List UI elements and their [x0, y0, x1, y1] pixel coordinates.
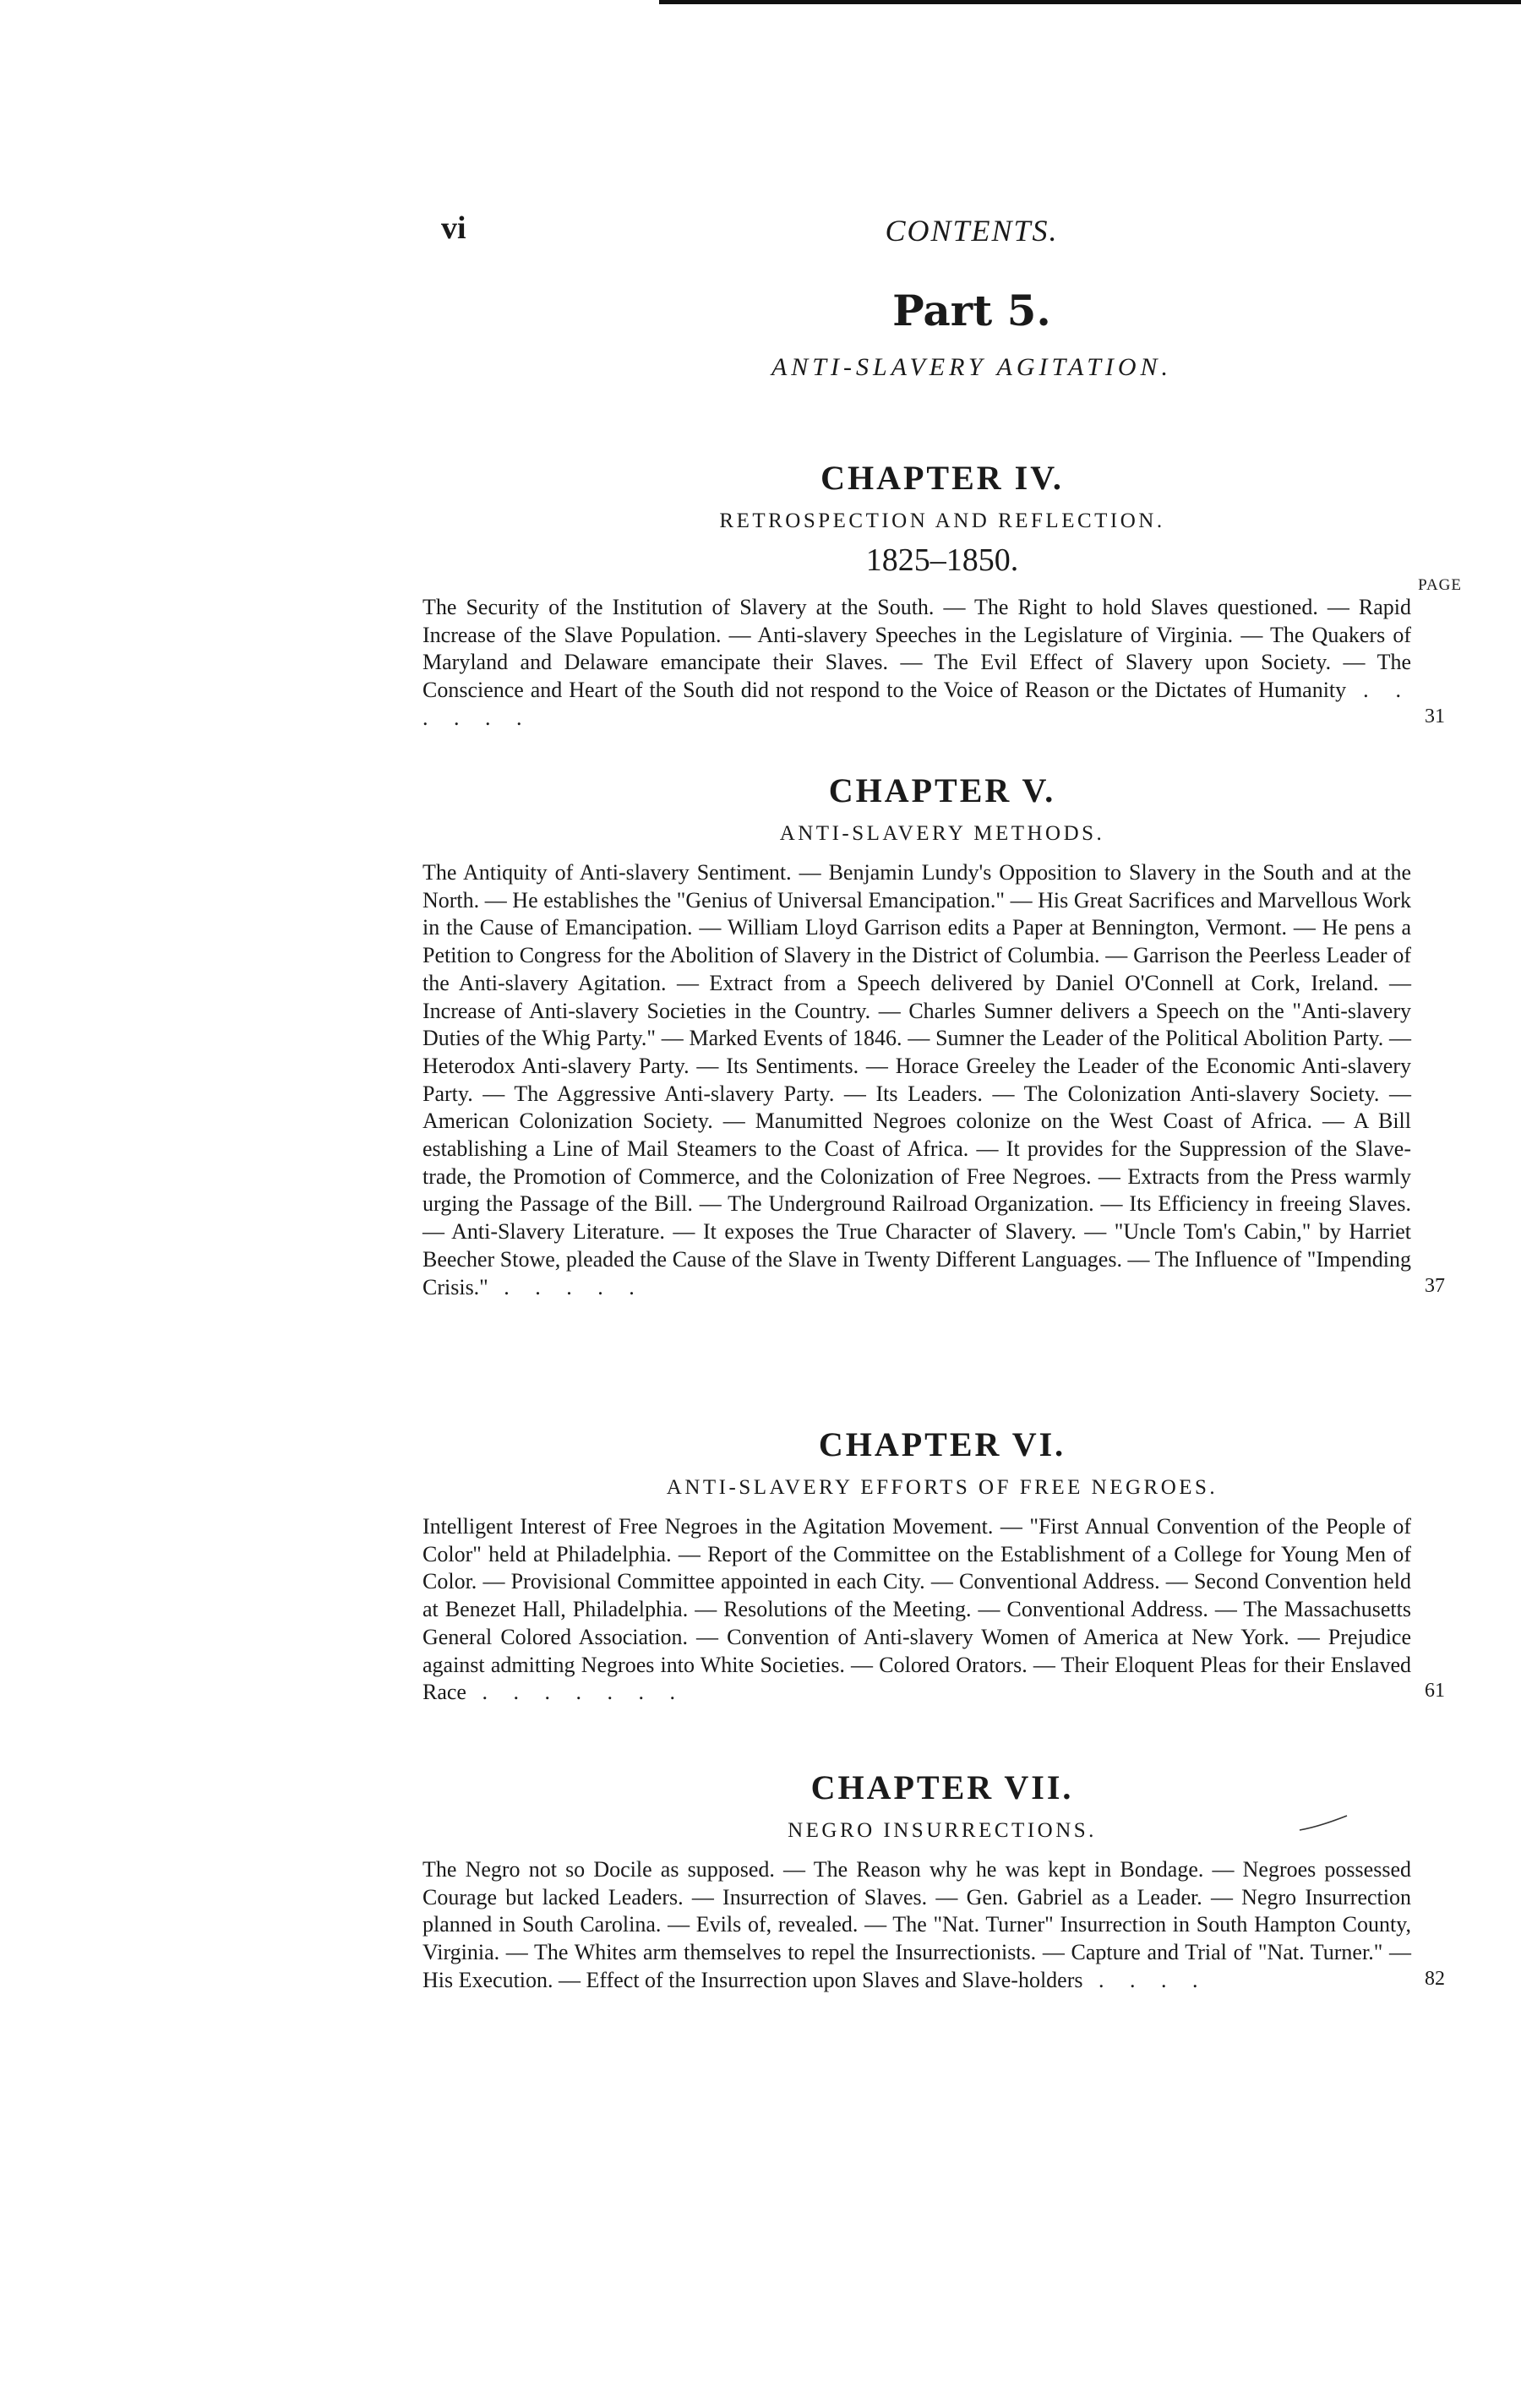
- page-number: vi: [441, 210, 466, 246]
- chapter-summary: The Negro not so Docile as supposed. — The Reason why he was kept in Bondage. — Negroes possessed Courage but lacked Leaders. — Insurrection of Slaves. — Gen. Gabriel as a Leader. — Negro Insurrection planned in South Carolina. — Evils of, revealed. — The "Nat. Turner" Insurrection in South Hampton County, Virginia. — The Whites arm themselves to repel the Insurrectionists. — Capture and Trial of "Nat. Turner." — His Execution. — Effect of the Insurrection upon Slaves and Slave-holders . . . . 82: [422, 1856, 1462, 1995]
- chapter-subtitle: ANTI-SLAVERY EFFORTS OF FREE NEGROES.: [666, 1476, 1218, 1499]
- page-column-label: PAGE: [1418, 576, 1462, 594]
- chapter-summary: Intelligent Interest of Free Negroes in the Agitation Movement. — "First Annual Convention of the People of Color" held at Philadelphia. — Report of the Committee on the Establishment of a College for Young Men of Color. — Provisional Committee appointed in each City. — Conventional Address. — Second Convention held at Benezet Hall, Philadelphia. — Resolutions of the Meeting. — Conventional Address. — The Massachusetts General Colored Association. — Convention of Anti-slavery Women of America at New York. — Prejudice against admitting Negroes into White Societies. — Colored Orators. — Their Eloquent Pleas for their Enslaved Race . . . . . . . 61: [422, 1513, 1462, 1707]
- top-border-rule: [659, 0, 1521, 4]
- summary-text: The Antiquity of Anti-slavery Sentiment. — Benjamin Lundy's Opposition to Slavery in the South and at the North. — He establishes the "Genius of Universal Emancipation." — His Great Sacrifices and Marvellous Work in the Cause of Emancipation. — William Lloyd Garrison edits a Paper at Bennington, Vermont. — He pens a Petition to Congress for the Abolition of Slavery in the District of Columbia. — Garrison the Peerless Leader of the Anti-slavery Agitation. — Extract from a Speech delivered by Daniel O'Connell at Cork, Ireland. — Increase of Anti-slavery Societies in the Country. — Charles Sumner delivers a Speech on the "Anti-slavery Duties of the Whig Party." — Marked Events of 1846. — Sumner the Leader of the Political Abolition Party. — Heterodox Anti-slavery Party. — Its Sentiments. — Horace Greeley the Leader of the Economic Anti-slavery Party. — The Aggressive Anti-slavery Party. — Its Leaders. — The Colonization Anti-slavery Society. — American Colonization Society. — Manumitted Negroes colonize on the West Coast of Africa. — A Bill establishing a Line of Mail Steamers to the Coast of Africa. — It provides for the Suppression of the Slave-trade, the Promotion of Commerce, and the Colonization of Free Negroes. — Extracts from the Press warmly urging the Passage of the Bill. — The Underground Railroad Organization. — Its Efficiency in freeing Slaves. — Anti-Slavery Literature. — It exposes the True Character of Slavery. — "Uncle Tom's Cabin," by Harriet Beecher Stowe, pleaded the Cause of the Slave in Twenty Different Languages. — The Influence of "Impending Crisis.": [422, 860, 1411, 1299]
- chapter-v: [422, 771, 1462, 1301]
- summary-text: The Negro not so Docile as supposed. — The Reason why he was kept in Bondage. — Negroes possessed Courage but lacked Leaders. — Insurrection of Slaves. — Gen. Gabriel as a Leader. — Negro Insurrection planned in South Carolina. — Evils of, revealed. — The "Nat. Turner" Insurrection in South Hampton County, Virginia. — The Whites arm themselves to repel the Insurrectionists. — Capture and Trial of "Nat. Turner." — His Execution. — Effect of the Insurrection upon Slaves and Slave-holders: [422, 1857, 1411, 1992]
- summary-text: Intelligent Interest of Free Negroes in the Agitation Movement. — "First Annual Convention of the People of Color" held at Philadelphia. — Report of the Committee on the Establishment of a College for Young Men of Color. — Provisional Committee appointed in each City. — Conventional Address. — Second Convention held at Benezet Hall, Philadelphia. — Resolutions of the Meeting. — Conventional Address. — The Massachusetts General Colored Association. — Convention of Anti-slavery Women of America at New York. — Prejudice against admitting Negroes into White Societies. — Colored Orators. — Their Eloquent Pleas for their Enslaved Race: [422, 1514, 1411, 1705]
- chapter-iv: [422, 458, 1462, 733]
- leader-dots: . . . . . .: [422, 678, 1411, 730]
- chapter-vi: [422, 1425, 1462, 1707]
- chapter-subtitle: ANTI-SLAVERY METHODS.: [779, 822, 1105, 845]
- running-title: CONTENTS.: [885, 214, 1059, 248]
- part-title: Part 5.: [892, 286, 1051, 335]
- part-subtitle: ANTI-SLAVERY AGITATION.: [771, 353, 1173, 381]
- chapter-subtitle: RETROSPECTION AND REFLECTION.: [719, 509, 1165, 532]
- leader-dots: . . . . . . .: [466, 1680, 685, 1705]
- chapter-vii: [422, 1768, 1462, 1995]
- chapter-dates: 1825–1850.: [865, 542, 1019, 578]
- chapter-subtitle: NEGRO INSURRECTIONS.: [788, 1819, 1097, 1842]
- leader-dots: . . . .: [1082, 1967, 1208, 1992]
- leader-dots: . . . . .: [488, 1274, 645, 1299]
- chapter-summary: PAGE The Security of the Institution of Slavery at the South. — The Right to hold Slaves questioned. — Rapid Increase of the Slave Population. — Anti-slavery Speeches in the Legislature of Virginia. — The Quakers of Maryland and Delaware emancipate their Slaves. — The Evil Effect of Slavery upon Society. — The Conscience and Heart of the South did not respond to the Voice of Reason or the Dictates of Humanity . . . . . . 31: [422, 594, 1462, 733]
- chapter-title: CHAPTER V.: [828, 771, 1056, 809]
- chapter-title: CHAPTER IV.: [820, 459, 1064, 497]
- chapter-summary: The Antiquity of Anti-slavery Sentiment. — Benjamin Lundy's Opposition to Slavery in the South and at the North. — He establishes the "Genius of Universal Emancipation." — His Great Sacrifices and Marvellous Work in the Cause of Emancipation. — William Lloyd Garrison edits a Paper at Bennington, Vermont. — He pens a Petition to Congress for the Abolition of Slavery in the District of Columbia. — Garrison the Peerless Leader of the Anti-slavery Agitation. — Extract from a Speech delivered by Daniel O'Connell at Cork, Ireland. — Increase of Anti-slavery Societies in the Country. — Charles Sumner delivers a Speech on the "Anti-slavery Duties of the Whig Party." — Marked Events of 1846. — Sumner the Leader of the Political Abolition Party. — Heterodox Anti-slavery Party. — Its Sentiments. — Horace Greeley the Leader of the Economic Anti-slavery Party. — The Aggressive Anti-slavery Party. — Its Leaders. — The Colonization Anti-slavery Society. — American Colonization Society. — Manumitted Negroes colonize on the West Coast of Africa. — A Bill establishing a Line of Mail Steamers to the Coast of Africa. — It provides for the Suppression of the Slave-trade, the Promotion of Commerce, and the Colonization of Free Negroes. — Extracts from the Press warmly urging the Passage of the Bill. — The Underground Railroad Organization. — Its Efficiency in freeing Slaves. — Anti-Slavery Literature. — It exposes the True Character of Slavery. — "Uncle Tom's Cabin," by Harriet Beecher Stowe, pleaded the Cause of the Slave in Twenty Different Languages. — The Influence of "Impending Crisis." . . . . . 37: [422, 859, 1462, 1301]
- summary-text: The Security of the Institution of Slavery at the South. — The Right to hold Slaves questioned. — Rapid Increase of the Slave Population. — Anti-slavery Speeches in the Legislature of Virginia. — The Quakers of Maryland and Delaware emancipate their Slaves. — The Evil Effect of Slavery upon Society. — The Conscience and Heart of the South did not respond to the Voice of Reason or the Dictates of Humanity: [422, 595, 1411, 703]
- pen-mark-squiggle: [1298, 1813, 1349, 1833]
- chapter-title: CHAPTER VII.: [810, 1768, 1074, 1806]
- chapter-title: CHAPTER VI.: [818, 1425, 1066, 1463]
